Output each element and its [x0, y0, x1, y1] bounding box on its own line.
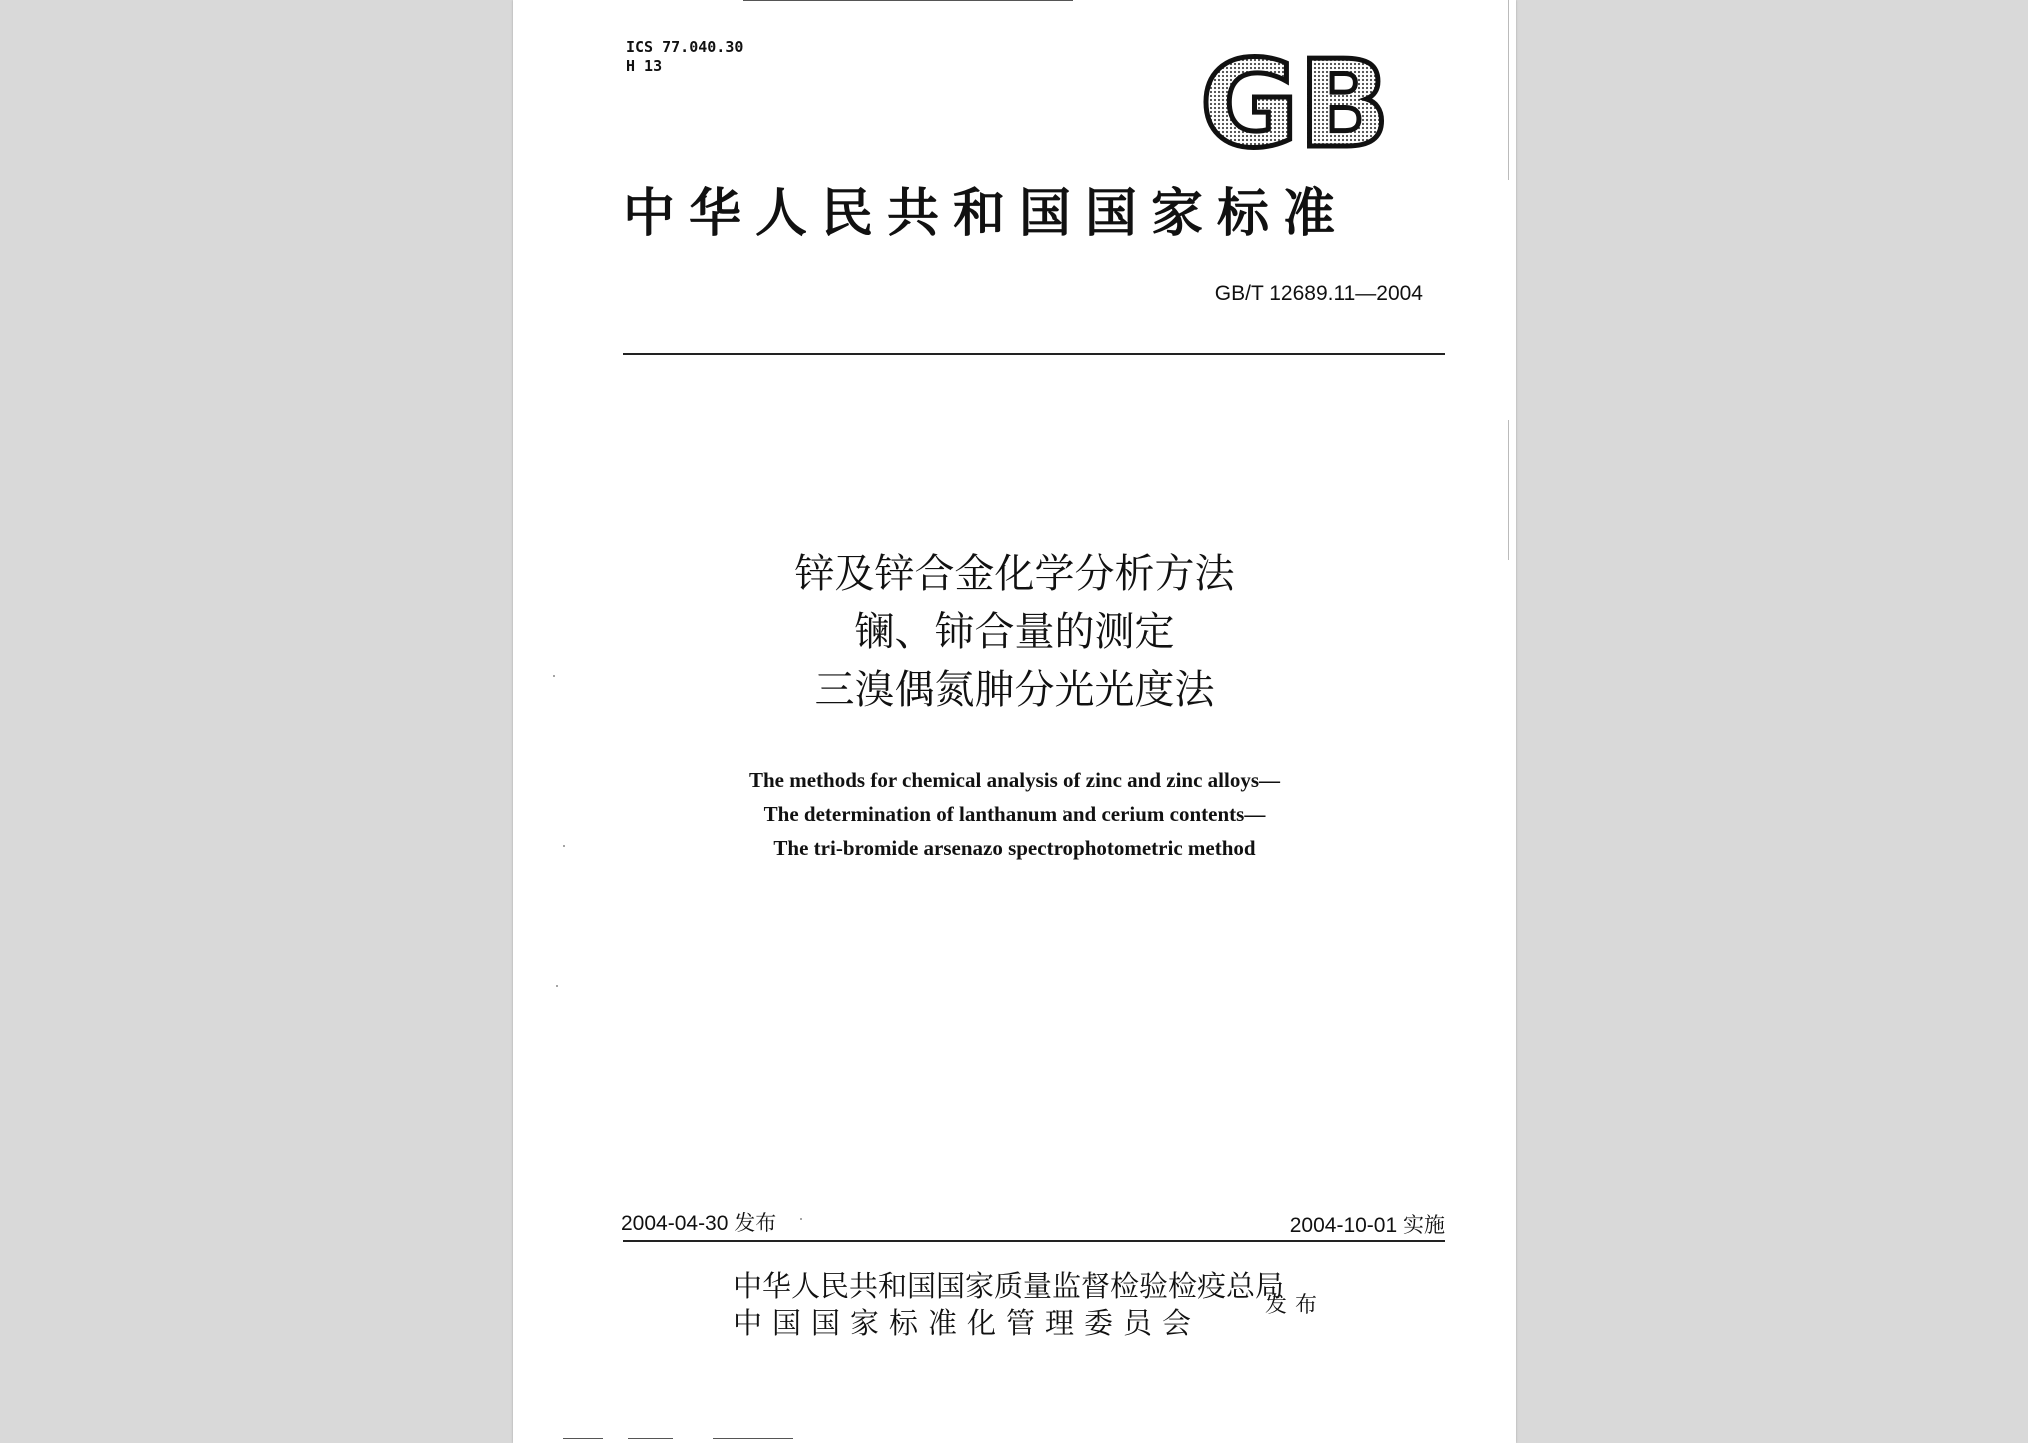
scan-edge-mark [563, 1438, 603, 1439]
english-title-line: The methods for chemical analysis of zinc and zinc alloys— [748, 768, 1281, 792]
scan-edge-mark [628, 1438, 673, 1439]
chinese-title-line: 三溴偶氮胂分光光度法 [814, 667, 1215, 713]
issue-date: 2004-04-30 发布 [621, 1212, 777, 1235]
english-title-line: The tri-bromide arsenazo spectrophotometric method [773, 836, 1256, 860]
ccs-code: H 13 [626, 57, 663, 75]
chinese-title-line: 锌及锌合金化学分析方法 [794, 551, 1235, 597]
scan-edge-mark [713, 1438, 793, 1439]
chinese-title [513, 545, 1516, 719]
english-title-line: The determination of lanthanum and cerium contents— [763, 802, 1266, 826]
document-page [513, 0, 1516, 1443]
gb-logo [1193, 50, 1397, 160]
header-divider [623, 353, 1445, 355]
chinese-title-line: 镧、铈合量的测定 [854, 609, 1175, 655]
issuing-authorities [733, 1268, 1284, 1342]
footer-divider [623, 1240, 1445, 1242]
scan-edge-line [1508, 0, 1509, 180]
ics-code: ICS 77.040.30 [626, 38, 744, 56]
issuer-sac: 中国国家标准化管理委员会 [733, 1306, 1202, 1340]
publish-label: 发布 [1265, 1293, 1326, 1318]
scan-edge-mark [743, 0, 1073, 1]
english-title [513, 763, 1516, 865]
scan-speck [800, 1218, 802, 1220]
issuer-aqsiq: 中华人民共和国国家质量监督检验检疫总局 [733, 1269, 1285, 1303]
gb-logo-text: GB [1200, 50, 1390, 160]
scan-speck [556, 985, 558, 987]
national-standard-heading: 中华人民共和国国家标准 [623, 183, 1350, 244]
standard-number: GB/T 12689.11—2004 [1214, 282, 1423, 305]
classification-codes [626, 38, 743, 76]
implementation-date: 2004-10-01 实施 [1289, 1214, 1445, 1237]
scan-edge-line [1508, 420, 1509, 560]
